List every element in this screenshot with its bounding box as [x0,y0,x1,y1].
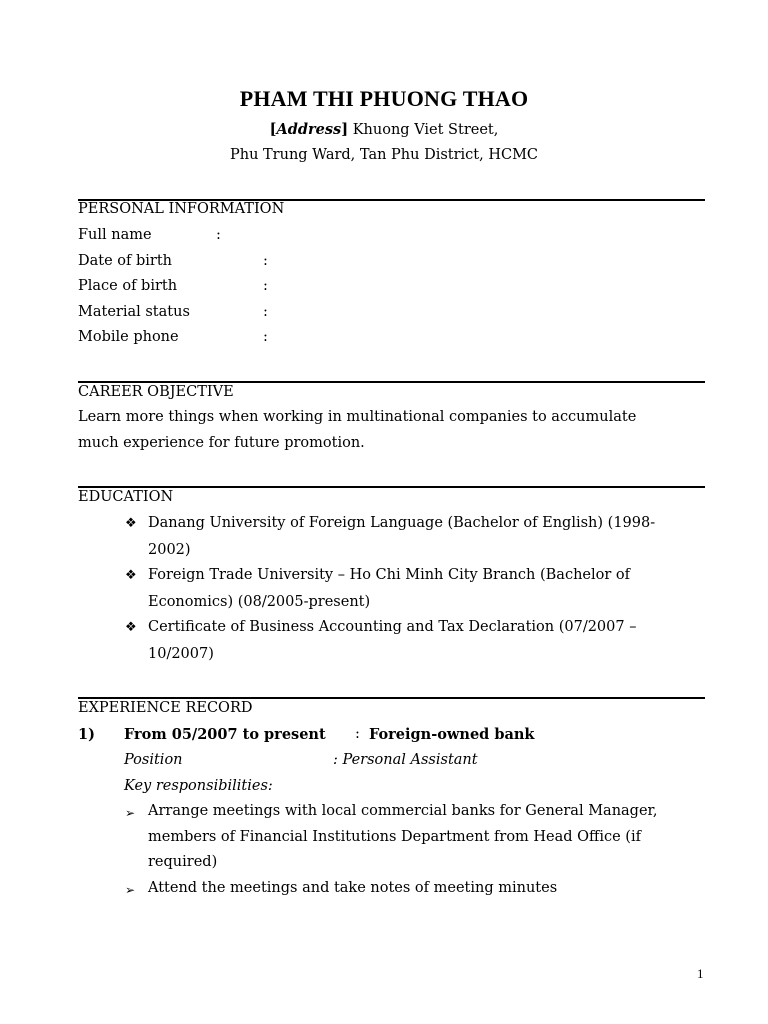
field-label-date-of-birth: Date of birth [78,253,173,269]
arrow-bullet-icon: ➢ [125,806,136,820]
diamond-bullet-icon: ❖ [125,516,137,531]
experience-employer-colon: : [355,726,360,742]
education-heading: EDUCATION [78,489,174,505]
field-label-full-name: Full name [78,227,152,243]
position-label: Position [124,752,183,768]
objective-text-line-2: much experience for future promotion. [78,435,365,451]
candidate-name: PHAM THI PHUONG THAO [239,86,529,111]
field-colon-mobile-phone: : [263,329,268,345]
education-item-1-line-2: 2002) [148,542,191,558]
page-number: 1 [697,966,704,981]
objective-text-line-1: Learn more things when working in multinational companies to accumulate [78,409,637,425]
address-label: Address [276,121,342,138]
field-colon-full-name: : [216,227,221,243]
education-item-3-line-1: Certificate of Business Accounting and Tax Declaration (07/2007 – [148,619,637,635]
experience-heading: EXPERIENCE RECORD [78,700,253,716]
field-colon-date-of-birth: : [263,253,268,269]
education-item-3-line-2: 10/2007) [148,646,214,662]
address-street: Khuong Viet Street, [352,122,499,138]
responsibility-1-line-2: members of Financial Institutions Department from Head Office (if [148,829,641,845]
address-line-1: [Address] Khuong Viet Street, [269,121,499,138]
responsibility-1-line-3: required) [148,854,218,870]
education-item-2-line-1: Foreign Trade University – Ho Chi Minh City Branch (Bachelor of [148,567,630,583]
education-item-2-line-2: Economics) (08/2005-present) [148,594,371,610]
section-rule-education [78,486,705,488]
field-label-mobile-phone: Mobile phone [78,329,179,345]
section-rule-objective [78,381,705,383]
arrow-bullet-icon: ➢ [125,883,136,897]
experience-employer: Foreign-owned bank [369,726,535,743]
position-value: : Personal Assistant [333,752,478,768]
address-line-2: Phu Trung Ward, Tan Phu District, HCMC [229,147,539,163]
diamond-bullet-icon: ❖ [125,620,137,635]
field-label-place-of-birth: Place of birth [78,278,178,294]
section-rule-experience [78,697,705,699]
responsibility-1-line-1: Arrange meetings with local commercial banks for General Manager, [148,803,658,819]
responsibilities-label: Key responsibilities: [124,778,273,794]
diamond-bullet-icon: ❖ [125,568,137,583]
education-item-1-line-1: Danang University of Foreign Language (Bachelor of English) (1998- [148,515,656,531]
responsibility-2-line-1: Attend the meetings and take notes of meeting minutes [148,880,558,896]
field-colon-material-status: : [263,304,268,320]
experience-date-range: From 05/2007 to present [124,726,326,743]
experience-number: 1) [78,726,95,743]
personal-heading: PERSONAL INFORMATION [78,201,285,217]
field-colon-place-of-birth: : [263,278,268,294]
field-label-material-status: Material status [78,304,190,320]
objective-heading: CAREER OBJECTIVE [78,384,234,400]
